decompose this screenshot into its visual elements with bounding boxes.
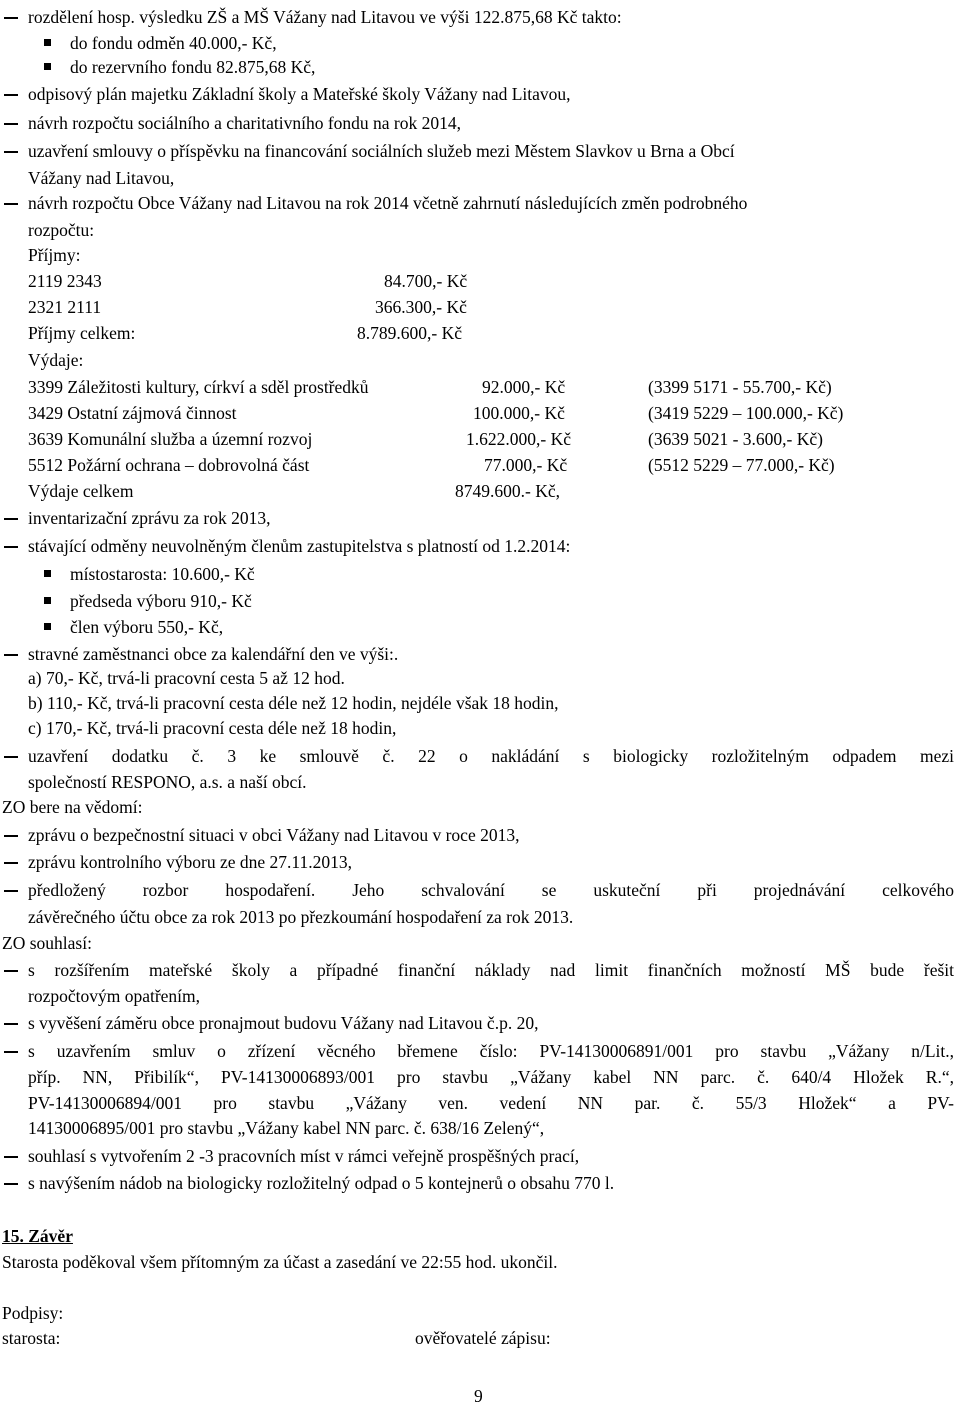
list-item-continuation: Vážany nad Litavou,: [28, 168, 175, 188]
list-item: s navýšením nádob na biologicky rozložitelný odpad o 5 kontejnerů o obsahu 770 l.: [28, 1173, 615, 1193]
list-item: souhlasí s vytvořením 2 -3 pracovních míst v rámci veřejně prospěšných prací,: [28, 1146, 580, 1166]
expense-desc: 3639 Komunální služba a územní rozvoj: [28, 429, 313, 449]
list-item-continuation: c) 170,- Kč, trvá-li pracovní cesta déle než 18 hodin,: [28, 718, 397, 738]
expense-note: (3639 5021 - 3.600,- Kč): [648, 429, 823, 449]
list-subitem: člen výboru 550,- Kč,: [70, 617, 224, 637]
section-heading: ZO bere na vědomí:: [2, 797, 143, 817]
signatures-label: Podpisy:: [2, 1303, 64, 1323]
list-item: zprávu o bezpečnostní situaci v obci Vážany nad Litavou v roce 2013,: [28, 825, 520, 845]
expense-amount: 92.000,- Kč: [482, 377, 566, 397]
list-subitem: do fondu odměn 40.000,- Kč,: [70, 33, 277, 53]
list-item-continuation: 14130006895/001 pro stavbu „Vážany kabel NN parc. č. 638/16 Zelený“,: [28, 1118, 545, 1138]
list-item: návrh rozpočtu sociálního a charitativního fondu na rok 2014,: [28, 113, 462, 133]
expense-amount: 1.622.000,- Kč: [466, 429, 571, 449]
list-item-continuation: a) 70,- Kč, trvá-li pracovní cesta 5 až 12 hod.: [28, 668, 345, 688]
expense-desc: 3399 Záležitosti kultury, církví a sděl prostředků: [28, 377, 369, 397]
income-label: Příjmy:: [28, 245, 81, 265]
section-heading: ZO souhlasí:: [2, 933, 92, 953]
list-item: návrh rozpočtu Obce Vážany nad Litavou na rok 2014 včetně zahrnutí následujících změn podrobného: [28, 193, 748, 213]
expense-note: (3419 5229 – 100.000,- Kč): [648, 403, 844, 423]
list-item-continuation: společností RESPONO, a.s. a naší obcí.: [28, 772, 307, 792]
list-item: stávající odměny neuvolněným členům zastupitelstva s platností od 1.2.2014:: [28, 536, 571, 556]
list-subitem: do rezervního fondu 82.875,68 Kč,: [70, 57, 316, 77]
expense-note: (5512 5229 – 77.000,- Kč): [648, 455, 835, 475]
list-item: s vyvěšení záměru obce pronajmout budovu Vážany nad Litavou č.p. 20,: [28, 1013, 539, 1033]
income-total-label: Příjmy celkem:: [28, 323, 136, 343]
list-item-continuation: závěrečného účtu obce za rok 2013 po přezkoumání hospodaření za rok 2013.: [28, 907, 574, 927]
expense-note: (3399 5171 - 55.700,- Kč): [648, 377, 832, 397]
expense-label: Výdaje:: [28, 350, 84, 370]
bullet-icon: [44, 39, 51, 46]
bullet-icon: [44, 597, 51, 604]
bullet-icon: [44, 623, 51, 630]
list-item: uzavření smlouvy o příspěvku na financování sociálních služeb mezi Městem Slavkov u Brna a Obcí: [28, 141, 735, 161]
signature-overovatele: ověřovatelé zápisu:: [415, 1328, 551, 1348]
page-number: 9: [474, 1386, 483, 1406]
zaver-heading: 15. Závěr: [2, 1226, 73, 1246]
section-heading-zaver: [2, 1225, 73, 1247]
list-subitem: předseda výboru 910,- Kč: [70, 591, 252, 611]
list-item: zprávu kontrolního výboru ze dne 27.11.2013,: [28, 852, 353, 872]
list-item-continuation: b) 110,- Kč, trvá-li pracovní cesta déle než 12 hodin, nejdéle však 18 hodin,: [28, 693, 559, 713]
list-item: s rozšířením mateřské školy a případné finanční náklady nad limit finančních možností MŠ bude řešit: [28, 960, 954, 980]
expense-desc: 3429 Ostatní zájmová činnost: [28, 403, 237, 423]
bullet-icon: [44, 63, 51, 70]
list-item: inventarizační zprávu za rok 2013,: [28, 508, 271, 528]
income-amount: 366.300,- Kč: [375, 297, 467, 317]
expense-total-label: Výdaje celkem: [28, 481, 134, 501]
expense-desc: 5512 Požární ochrana – dobrovolná část: [28, 455, 310, 475]
income-amount: 84.700,- Kč: [384, 271, 468, 291]
list-item: rozdělení hosp. výsledku ZŠ a MŠ Vážany nad Litavou ve výši 122.875,68 Kč takto:: [28, 7, 622, 27]
expense-total-amount: 8749.600.- Kč,: [455, 481, 560, 501]
income-code: 2321 2111: [28, 297, 102, 317]
expense-amount: 77.000,- Kč: [484, 455, 568, 475]
list-item: odpisový plán majetku Základní školy a Mateřské školy Vážany nad Litavou,: [28, 84, 571, 104]
list-item: s uzavřením smluv o zřízení věcného břemene číslo: PV-14130006891/001 pro stavbu „Vážany n/Lit.,: [28, 1041, 954, 1061]
list-item: uzavření dodatku č. 3 ke smlouvě č. 22 o nakládání s biologicky rozložitelným odpadem mezi: [28, 746, 954, 766]
list-item-continuation: příp. NN, Přibilík“, PV-14130006893/001 pro stavbu „Vážany kabel NN parc. č. 640/4 Hložek R.“,: [28, 1067, 954, 1087]
list-item-continuation: rozpočtovým opatřením,: [28, 986, 201, 1006]
income-code: 2119 2343: [28, 271, 102, 291]
zaver-text: Starosta poděkoval všem přítomným za účast a zasedání ve 22:55 hod. ukončil.: [2, 1252, 558, 1272]
income-total-amount: 8.789.600,- Kč: [357, 323, 462, 343]
bullet-icon: [44, 570, 51, 577]
list-subitem: místostarosta: 10.600,- Kč: [70, 564, 255, 584]
signature-starosta: starosta:: [2, 1328, 61, 1348]
list-item: stravné zaměstnanci obce za kalendářní den ve výši:.: [28, 644, 399, 664]
expense-amount: 100.000,- Kč: [473, 403, 565, 423]
list-item: předložený rozbor hospodaření. Jeho schvalování se uskuteční při projednávání celkového: [28, 880, 954, 900]
list-item-continuation: PV-14130006894/001 pro stavbu „Vážany ven. vedení NN par. č. 55/3 Hložek“ a PV-: [28, 1093, 954, 1113]
list-item-continuation: rozpočtu:: [28, 220, 95, 240]
